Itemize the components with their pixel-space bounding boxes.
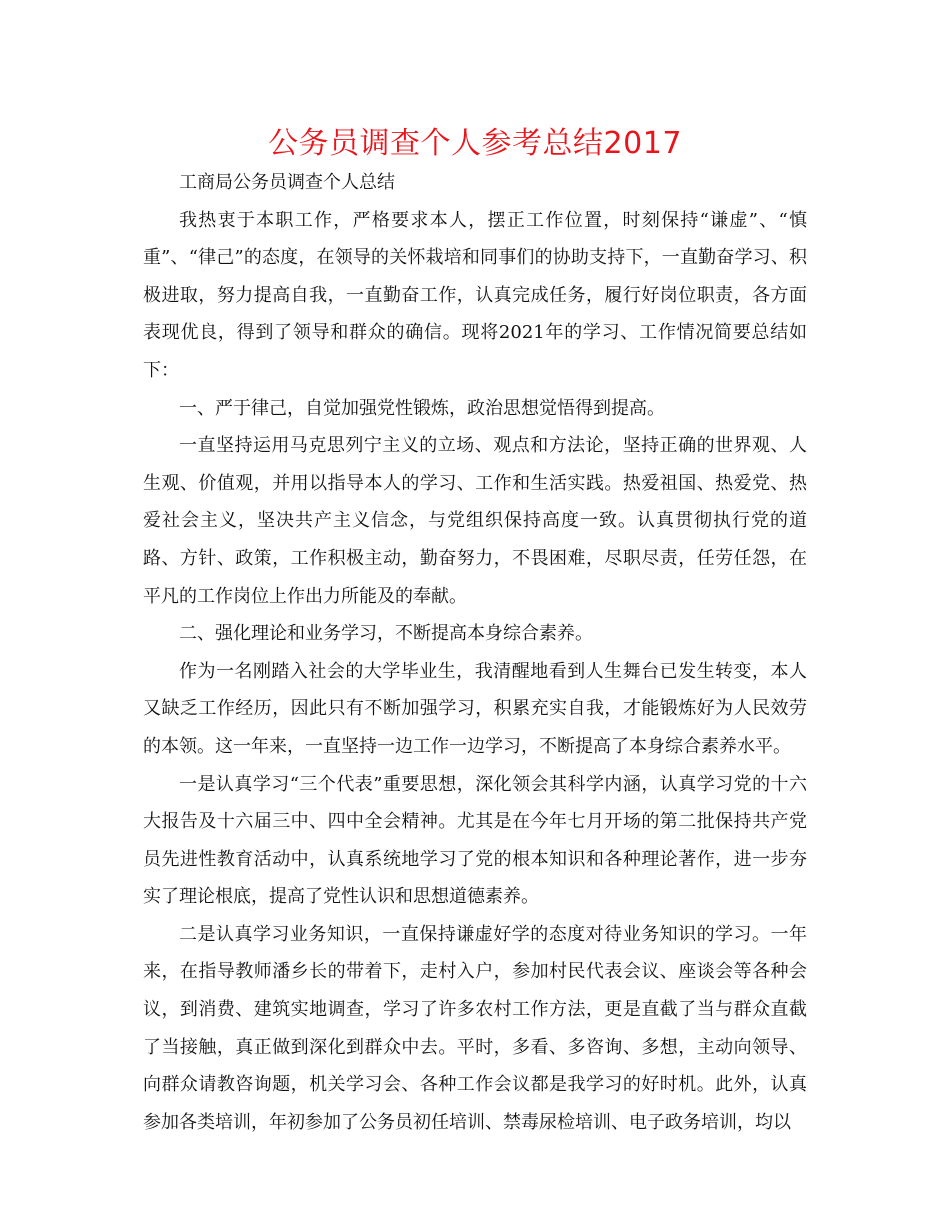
section-heading-1: 一、严于律己，自觉加强党性锻炼，政治思想觉悟得到提高。 <box>179 397 665 419</box>
section-1-paragraph: 一直坚持运用马克思列宁主义的立场、观点和方法论，坚持正确的世界观、人生观、价值观，并用以指导本人的学习、工作和生活实践。热爱祖国、热爱党、热爱社会主义，坚决共产主义信念，与党组织保持高度一致。认真贯彻执行党的道路、方针、政策，工作积极主动，勤奋努力，不畏困难，尽职尽责，任劳任怨，在平凡的工作岗位上作出力所能及的奉献。 <box>143 435 807 607</box>
subtitle-paragraph: 工商局公务员调查个人总结 <box>179 172 395 193</box>
document-body <box>143 164 807 1141</box>
section-2-point-2: 二是认真学习业务知识，一直保持谦虚好学的态度对待业务知识的学习。一年来，在指导教师潘乡长的带着下，走村入户，参加村民代表会议、座谈会等各种会议，到消费、建筑实地调查，学习了许多农村工作方法，更是直截了当与群众直截了当接触，真正做到深化到群众中去。平时，多看、多咨询、多想，主动向领导、向群众请教咨询题，机关学习会、各种工作会议都是我学习的好时机。此外，认真参加各类培训，年初参加了公务员初任培训、禁毒尿检培训、电子政务培训，均以 <box>143 923 807 1133</box>
intro-paragraph: 我热衷于本职工作，严格要求本人，摆正工作位置，时刻保持“谦虚”、“慎重”、“律己”的态度，在领导的关怀栽培和同事们的协助支持下，一直勤奋学习、积极进取，努力提高自我，一直勤奋工作，认真完成任务，履行好岗位职责，各方面表现优良，得到了领导和群众的确信。现将2021年的学习、工作情况简要总结如下： <box>143 209 807 381</box>
section-heading-2: 二、强化理论和业务学习，不断提高本身综合素养。 <box>179 623 593 645</box>
section-2-point-1: 一是认真学习“三个代表”重要思想，深化领会其科学内涵，认真学习党的十六大报告及十六届三中、四中全会精神。尤其是在今年七月开场的第二批保持共产党员先进性教育活动中，认真系统地学习了党的根本知识和各种理论著作，进一步夯实了理论根底，提高了党性认识和思想道德素养。 <box>143 773 807 908</box>
section-2-paragraph: 作为一名刚踏入社会的大学毕业生，我清醒地看到人生舞台已发生转变，本人又缺乏工作经历，因此只有不断加强学习，积累充实自我，才能锻炼好为人民效劳的本领。这一年来，一直坚持一边工作一边学习，不断提高了本身综合素养水平。 <box>143 660 807 757</box>
document-title: 公务员调查个人参考总结2017 <box>268 126 682 161</box>
